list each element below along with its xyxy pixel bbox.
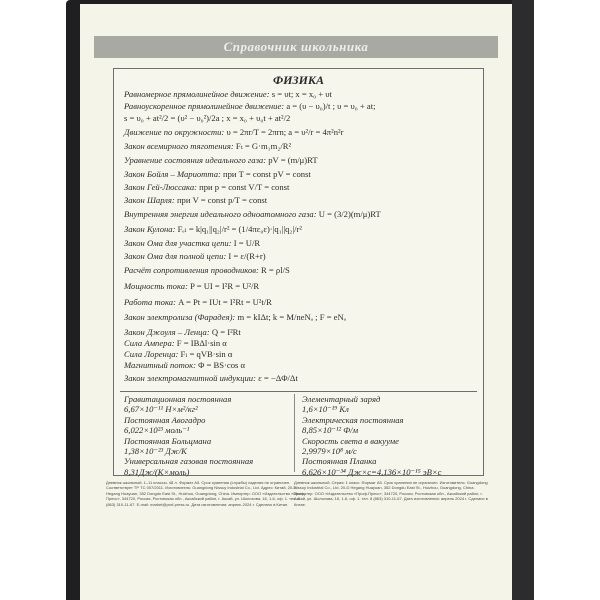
formula-line: Закон электромагнитной индукции: ε = −ΔΦ/Δt [124, 373, 298, 383]
formula-line: Закон всемирного тяготения: Fₜ = G·m₁m₂/R² [124, 141, 292, 151]
constant-name: Универсальная газовая постоянная [124, 456, 254, 467]
physics-reference-sheet [113, 68, 484, 476]
constant-value: 2,9979×10⁸ м/с [302, 446, 357, 457]
formula-line: Движение по окружности: υ = 2πr/T = 2πrn; a = υ²/r = 4π²n²r [124, 127, 344, 137]
notebook-page [80, 4, 512, 600]
formula-line: Мощность тока: P = UI = I²R = U²/R [124, 281, 260, 291]
constant-value: 1,38×10⁻²³ Дж/К [124, 446, 187, 457]
formula-line: Закон Гей-Люссака: при p = const V/T = const [124, 182, 290, 192]
constant-value: 6,67×10⁻¹¹ Н×м²/кг² [124, 404, 198, 415]
formula-line: Равноускоренное прямолинейное движение: a = (υ − υ₀)/t ; υ = υ₀ + at; [124, 101, 376, 111]
constant-name: Гравитационная постоянная [124, 394, 232, 404]
formula-line: Магнитный поток: Φ = BS·cos α [124, 360, 246, 370]
formula-line: Закон Шарля: при V = const p/T = const [124, 195, 268, 205]
constants-left-column [120, 394, 295, 477]
formula-line: Закон Ома для участка цепи: I = U/R [124, 238, 261, 248]
constant-name: Электрическая постоянная [302, 414, 404, 425]
notebook-spine [512, 0, 534, 600]
formula-line: Закон Ома для полной цепи: I = ε/(R+r) [124, 251, 266, 261]
constant-name: Постоянная Авогадро [124, 414, 206, 425]
formula-line: Закон Кулона: Fₑₗ = k|q₁||q₂|/r² = (1/4πε₀ε)·|q₁||q₂|/r² [124, 224, 302, 234]
formula-line: Внутренняя энергия идеального одноатомного газа: U = (3/2)(m/μ)RT [124, 209, 381, 219]
page-header: Справочник школьника [94, 36, 498, 58]
formula-line: Закон Джоуля – Ленца: Q = I²Rt [124, 327, 241, 337]
constants-right-column [298, 394, 472, 477]
formula-line: Закон Бойля – Мариотта: при T = const pV = const [124, 169, 311, 179]
constants-table [120, 391, 477, 477]
formula-line: Равномерное прямолинейное движение: s = υt; x = x₀ + υt [124, 89, 332, 99]
constant-name: Скорость света в вакууме [302, 435, 399, 446]
constant-value: 6,626×10⁻³⁴ Дж×с=4,136×10⁻¹⁵ эВ×с [302, 466, 442, 477]
constant-value: 8,31Дж/(К×моль) [124, 466, 190, 477]
formula-line: Расчёт сопротивления проводников: R = ρl/S [124, 265, 290, 275]
constant-value: 6,022×10²³ моль⁻¹ [124, 425, 190, 436]
constant-name: Постоянная Планка [302, 456, 377, 467]
formula-line: Работа тока: A = Pt = IUt = I²Rt = U²t/R [124, 297, 272, 307]
constant-name: Элементарный заряд [302, 394, 381, 404]
imprint-left: Дневник школьный. 1–11 классы. 48 л. Формат А5. Срок хранения (службы) изделия не ограничен. Соответствует ТР ТС 007/2011. Изготовитель: Guangdong Nissuy Industrial Co., Ltd. Адрес: Китай, 20-D Hegang Huayuan, 352 Dongdu East St., Huizhou, Guangdong, China. Импортер: ООО «Издательство «Проф-Пресс», 344720, Россия, Ростовская обл., Аксайский район, г. Аксай, ул. Шолохова, 16, 1-6, оф. 1. тел. 8 (863) 310-11-67. E-mail: market@prof-press.ru. Дата изготовления: апрель 2024 г. Сделано в Китае. [106, 480, 306, 507]
constant-value: 1,6×10⁻¹⁹ Кл [302, 404, 349, 415]
constant-value: 8,85×10⁻¹² Ф/м [302, 425, 359, 436]
formula-line: s = υ₀ + at²/2 = (υ² − υ₀²)/2a ; x = x₀ + υ₀t + at²/2 [124, 113, 291, 123]
formula-line: Сила Лоренца: Fₗ = qVB·sin α [124, 349, 233, 359]
imprint-right: Дневник школьный. Серия: 1 класс. Формат А5. Срок хранения не ограничен. Изготовитель: Guangdong Nissuy Industrial Co., Ltd. 20-D Hegang Huayuan, 352 Dongdu East St., Huizhou, Guangdong, China. Импортер: ООО «Издательство «Проф-Пресс», 344720, Россия, Ростовская обл., Аксайский район, г. Аксай, ул. Шолохова, 16, 1-6, оф. 1. тел. 8 (863) 310-11-67. Дата изготовления: апрель 2024 г. Сделано в Китае. [294, 480, 488, 507]
section-title: ФИЗИКА [272, 73, 325, 87]
formula-line: Уравнение состояния идеального газа: pV = (m/μ)RT [124, 155, 318, 165]
formula-line: Сила Ампера: F = IBΔl·sin α [124, 338, 227, 348]
formula-line: Закон электролиза (Фарадея): m = kIΔt; k = M/neNₐ ; F = eNₐ [124, 312, 347, 322]
constant-name: Постоянная Больцмана [124, 435, 212, 446]
